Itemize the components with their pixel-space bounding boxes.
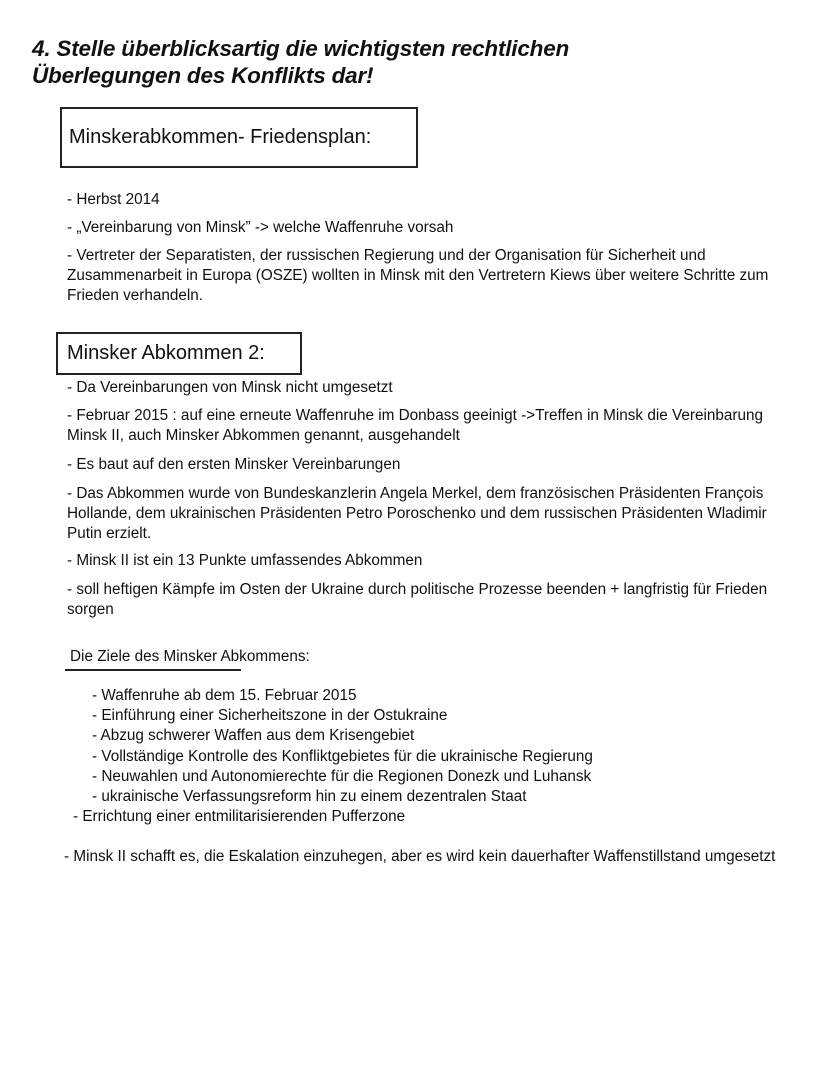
title-line-2: Überlegungen des Konflikts dar!: [32, 63, 374, 88]
goal-item: - Abzug schwerer Waffen aus dem Krisengebiet: [92, 727, 415, 745]
section-1-heading: Minskerabkommen- Friedensplan:: [69, 126, 372, 148]
conclusion: - Minsk II schafft es, die Eskalation einzuhegen, aber es wird kein dauerhafter Waffenstillstand umgesetzt: [64, 848, 776, 865]
goals-list: [92, 686, 593, 807]
goals-heading-underline: [65, 669, 241, 671]
title-line-1: 4. Stelle überblicksartig die wichtigsten rechtlichen: [32, 36, 570, 61]
section-1-heading-box: [60, 107, 418, 168]
goal-item: - Waffenruhe ab dem 15. Februar 2015: [92, 687, 357, 704]
section-2-item: - Es baut auf den ersten Minsker Vereinbarungen: [67, 456, 401, 473]
section-2-heading-box: [56, 332, 302, 375]
section-2-item: - Das Abkommen wurde von Bundeskanzlerin Angela Merkel, dem französischen Präsidenten François Hollande, dem ukrainischen Präsidenten Petro Poroschenko und dem russischen Präsidenten Wladimir Putin erzielt.: [67, 485, 767, 542]
goal-item: - ukrainische Verfassungsreform hin zu einem dezentralen Staat: [92, 788, 527, 806]
section-1-item: - „Vereinbarung von Minsk” -> welche Waffenruhe vorsah: [67, 219, 454, 236]
goals-heading: Die Ziele des Minsker Abkommens:: [70, 648, 310, 665]
section-2-item: - Februar 2015 : auf eine erneute Waffenruhe im Donbass geeinigt ->Treffen in Minsk die Vereinbarung Minsk II, auch Minsker Abkommen genannt, ausgehandelt: [67, 407, 763, 444]
section-1-item: - Vertreter der Separatisten, der russischen Regierung und der Organisation für Sicherheit und Zusammenarbeit in Europa (OSZE) wollten in Minsk mit den Vertretern Kiews über weitere Schritte zum Frieden verhandeln.: [67, 247, 769, 304]
page-title: [32, 35, 569, 89]
section-2-item: - Minsk II ist ein 13 Punkte umfassendes Abkommen: [67, 552, 423, 569]
goal-item: - Neuwahlen und Autonomierechte für die Regionen Donezk und Luhansk: [92, 767, 592, 785]
section-2-item: - soll heftigen Kämpfe im Osten der Ukraine durch politische Prozesse beenden + langfristig für Frieden sorgen: [67, 581, 768, 618]
goal-item: - Einführung einer Sicherheitszone in der Ostukraine: [92, 707, 448, 725]
goal-item-extra: - Errichtung einer entmilitarisierenden Pufferzone: [73, 808, 406, 825]
section-1-item: - Herbst 2014: [67, 191, 160, 208]
goal-item: - Vollständige Kontrolle des Konfliktgebietes für die ukrainische Regierung: [92, 747, 593, 765]
section-2-heading: Minsker Abkommen 2:: [67, 342, 265, 364]
section-2-item: - Da Vereinbarungen von Minsk nicht umgesetzt: [67, 379, 393, 396]
